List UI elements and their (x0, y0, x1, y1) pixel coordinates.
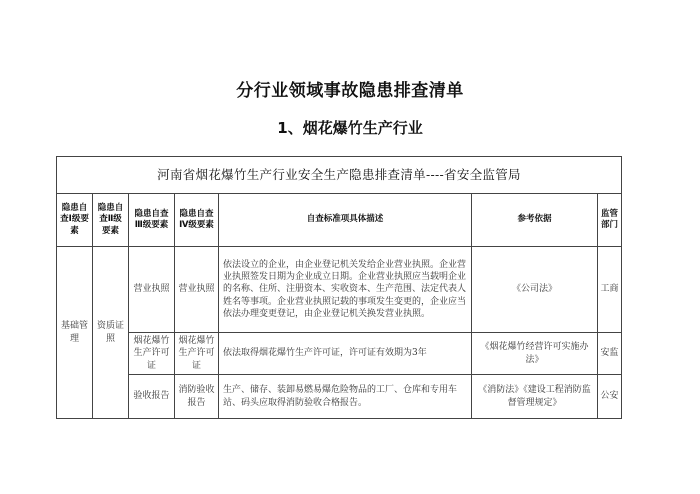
cell-level4: 消防验收报告 (175, 375, 219, 419)
cell-level1-basic-management: 基础管理 (57, 247, 93, 419)
document-subtitle: 1、烟花爆竹生产行业 (277, 119, 423, 137)
table-row (57, 375, 622, 419)
header-level3: 隐患自查Ⅲ级要素 (129, 194, 175, 247)
header-description: 自查标准项具体描述 (219, 194, 472, 247)
table-header-row (57, 194, 622, 247)
cell-reference: 《烟花爆竹经营许可实施办法》 (472, 333, 598, 375)
cell-level3: 烟花爆竹生产许可证 (129, 333, 175, 375)
header-department: 监管部门 (598, 194, 622, 247)
header-reference: 参考依据 (472, 194, 598, 247)
cell-department: 安监 (598, 333, 622, 375)
hazard-checklist-table (56, 156, 622, 419)
header-level1: 隐患自查Ⅰ级要素 (57, 194, 93, 247)
cell-description: 依法取得烟花爆竹生产许可证，许可证有效期为3年 (219, 333, 472, 375)
cell-reference: 《消防法》《建设工程消防监督管理规定》 (472, 375, 598, 419)
header-level4: 隐患自查Ⅳ级要素 (175, 194, 219, 247)
cell-level3: 验收报告 (129, 375, 175, 419)
document-title: 分行业领域事故隐患排查清单 (236, 81, 464, 101)
header-level2: 隐患自查Ⅱ级要素 (93, 194, 129, 247)
table-row (57, 333, 622, 375)
cell-department: 公安 (598, 375, 622, 419)
cell-department: 工商 (598, 247, 622, 333)
cell-level3: 营业执照 (129, 247, 175, 333)
cell-description: 生产、储存、装卸易燃易爆危险物品的工厂、仓库和专用车站、码头应取得消防验收合格报告。 (219, 375, 472, 419)
cell-description: 依法设立的企业，由企业登记机关发给企业营业执照。企业营业执照签发日期为企业成立日期。企业营业执照应当载明企业的名称、住所、注册资本、实收资本、生产范围、法定代表人姓名等事项。企业营业执照记载的事项发生变更的，企业应当依法办理变更登记，由企业登记机关换发营业执照。 (219, 247, 472, 333)
table-row (57, 247, 622, 333)
cell-level4: 烟花爆竹生产许可证 (175, 333, 219, 375)
table-caption: 河南省烟花爆竹生产行业安全生产隐患排查清单----省安全监管局 (57, 157, 622, 194)
cell-reference: 《公司法》 (472, 247, 598, 333)
cell-level4: 营业执照 (175, 247, 219, 333)
cell-level2-qualification: 资质证照 (93, 247, 129, 419)
